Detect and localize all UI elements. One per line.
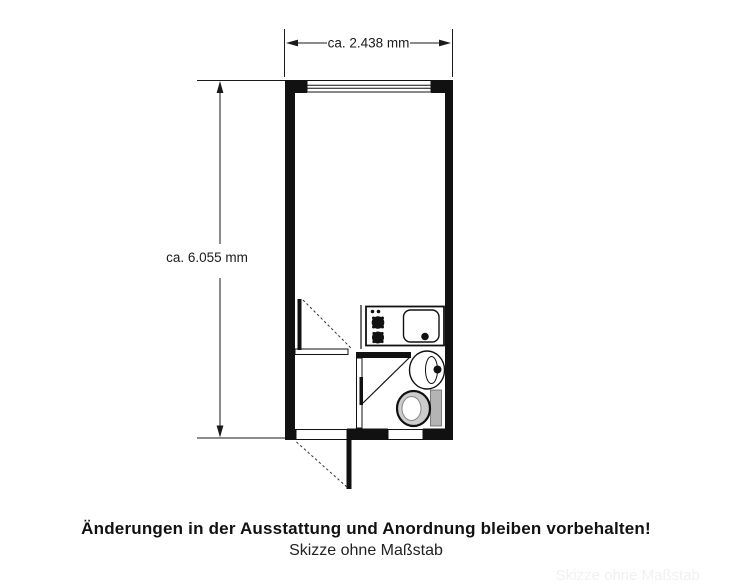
toilet-tank	[431, 390, 442, 426]
scale-note-text: Skizze ohne Maßstab	[289, 542, 443, 559]
bottom-window-opening	[388, 430, 423, 440]
arrow-right-icon	[439, 40, 451, 47]
toilet	[397, 390, 442, 426]
arrow-down-icon	[217, 426, 224, 438]
width-dimension	[285, 29, 453, 77]
window	[307, 81, 431, 93]
sink-basin	[404, 310, 440, 342]
entrance-door	[297, 440, 352, 489]
height-dimension	[166, 81, 285, 439]
stove-burner	[372, 316, 385, 329]
bathroom-door-leaf	[360, 377, 364, 405]
wall-top-right-corner	[431, 80, 453, 93]
width-dimension-label: ca. 2.438 mm	[327, 35, 410, 51]
stove-burner	[372, 332, 384, 344]
wall-bottom-left	[285, 429, 296, 440]
washbasin-faucet	[434, 366, 442, 374]
stove-knob	[371, 310, 375, 314]
washbasin	[410, 351, 445, 389]
wall-top-left-corner	[285, 80, 307, 93]
sink-drain	[421, 333, 429, 341]
arrow-up-icon	[217, 81, 224, 93]
interior-door	[298, 299, 353, 350]
kitchen-sink	[404, 310, 440, 342]
stove-knob	[377, 310, 381, 314]
arrow-left-icon	[286, 40, 298, 47]
kitchenette	[366, 307, 444, 346]
window-frame	[307, 81, 431, 93]
wall-right	[445, 80, 453, 440]
wall-bottom-middle	[347, 429, 388, 441]
disclaimer-text: Änderungen in der Ausstattung und Anordnung bleiben vorbehalten!	[81, 519, 651, 538]
wall-bottom-right	[423, 429, 453, 441]
bathroom	[360, 351, 445, 426]
footer	[0, 519, 732, 560]
watermark-text: Skizze ohne Maßstab	[555, 567, 700, 584]
interior-door-swing	[303, 300, 352, 349]
entrance-opening	[296, 430, 347, 440]
toilet-bowl-inner	[402, 397, 421, 421]
entrance-door-swing	[297, 442, 349, 488]
hall-top-wall	[295, 349, 348, 355]
interior-door-leaf	[298, 299, 302, 350]
entrance-door-leaf	[347, 440, 352, 489]
bathroom-top-wall	[356, 352, 411, 358]
wall-left	[285, 80, 295, 440]
height-dimension-label: ca. 6.055 mm	[166, 250, 248, 265]
